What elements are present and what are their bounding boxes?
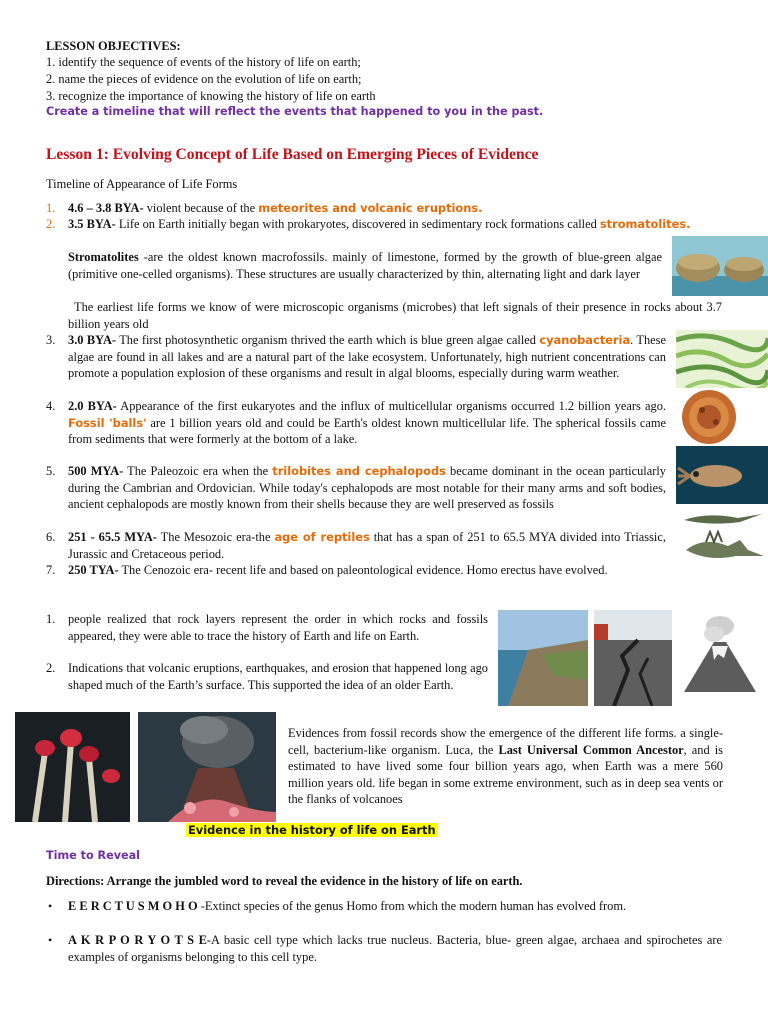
erosion-image: [498, 610, 588, 706]
timeline-text-6b: that has a span of 251 to 65.5 MYA divided into Triassic, Jurassic and Cretaceous period.: [68, 530, 666, 561]
timeline-highlight-6: age of reptiles: [274, 530, 370, 544]
timeline-highlight-5: trilobites and cephalopods: [272, 464, 446, 478]
objective-1: 1. identify the sequence of events of the history of life on earth;: [46, 55, 361, 69]
fossil-ball-graphic: [678, 388, 740, 446]
cephalopod-image: [676, 446, 768, 504]
hydrothermal-vent-image: [138, 712, 276, 822]
timeline-text-5a: The Paleozoic era when the: [123, 464, 273, 478]
timeline-date-7: 250 TYA-: [68, 563, 119, 577]
objective-2: 2. name the pieces of evidence on the evolution of life on earth;: [46, 72, 362, 86]
evidence-caption-text: Evidence in the history of life on Earth: [188, 823, 436, 837]
evidence-caption: [186, 822, 438, 839]
timeline-num-5: 5.: [46, 464, 56, 478]
timeline-num-2: 2.: [46, 217, 56, 231]
timeline-text-4b: are 1 billion years old and could be Earth's oldest known multicellular life. The spherical fossils came from sediments that were formerly at the bottom of a lake.: [68, 415, 666, 447]
timeline-date-6: 251 - 65.5 MYA-: [68, 530, 157, 544]
timeline-item-5: [68, 463, 666, 513]
reveal-item-2: [68, 932, 722, 965]
reveal-text-1: -Extinct species of the genus Homo from which the modern human has evolved from.: [197, 899, 627, 913]
volcano-graphic: [684, 612, 756, 700]
cephalopod-graphic: [676, 446, 768, 504]
objective-task: Create a timeline that will reflect the events that happened to you in the past.: [46, 105, 544, 118]
fossil-ball-image: [678, 388, 740, 446]
jumbled-word-2: A K R P O R Y O T S E: [68, 933, 207, 947]
timeline-item-3: [68, 332, 666, 382]
luca-term: Last Universal Common Ancestor: [498, 742, 684, 757]
stromatolites-image: [672, 236, 768, 296]
reveal-item-1: [68, 898, 722, 915]
timeline-text-2: Life on Earth initially began with prokaryotes, discovered in sedimentary rock formations called: [115, 217, 600, 231]
fossil-paragraph: [288, 725, 723, 808]
tube-worms-image: [15, 712, 130, 822]
timeline-date-2: 3.5 BYA-: [68, 217, 116, 231]
timeline-text-6a: The Mesozoic era-the: [156, 530, 275, 544]
reptiles-image: [678, 506, 768, 576]
cyanobacteria-image: [676, 330, 768, 388]
evidence-item-1: people realized that rock layers represent the order in which rocks and fossils appeared, they were able to trace the history of Earth and life on Earth.: [68, 612, 488, 643]
reveal-directions: Directions: Arrange the jumbled word to reveal the evidence in the history of life on earth.: [46, 874, 523, 888]
timeline-item-1: [68, 200, 728, 217]
bullet-icon: •: [48, 933, 53, 947]
timeline-date-4: 2.0 BYA-: [68, 399, 117, 413]
volcano-image: [684, 612, 756, 700]
timeline-text-7: The Cenozoic era- recent life and based on paleontological evidence. Homo erectus have evolved.: [118, 563, 608, 577]
tube-worms-graphic: [15, 712, 130, 822]
timeline-text-3a: The first photosynthetic organism thrived the earth which is blue green algae called: [116, 333, 540, 347]
timeline-highlight-2: stromatolites.: [599, 217, 691, 231]
objectives-heading: LESSON OBJECTIVES:: [46, 39, 181, 53]
jumbled-word-1: E E R C T U S M O H O: [68, 899, 198, 913]
fossil-paragraph-part1: Evidences from fossil records show the emergence of the different life forms. a single-cell, bacterium-like organism. Luca, the: [288, 726, 723, 757]
evidence-num-1: 1.: [46, 612, 56, 626]
cyanobacteria-graphic: [676, 330, 768, 388]
timeline-item-2: [68, 216, 722, 233]
reveal-heading: Time to Reveal: [46, 849, 141, 862]
earthquake-graphic: [594, 610, 672, 706]
timeline-num-1: 1.: [46, 201, 56, 215]
timeline-subtitle: Timeline of Appearance of Life Forms: [46, 177, 238, 191]
earliest-life-note: The earliest life forms we know of were microscopic organisms (microbes) that left signals of their presence in rocks about 3.7 billion years old: [68, 300, 722, 331]
timeline-text-5b: became dominant in the ocean particularly during the Cambrian and Ordovician. While today's cephalopods are most notable for their many arms and soft bodies, ancient cephalopods are mostly known from their shells because they are well preserved as fossils: [68, 464, 666, 512]
reveal-text-2: -A basic cell type which lacks true nucleus. Bacteria, blue- green algae, archaea and spirochetes are examples of organisms belonging to this cell type.: [68, 933, 722, 964]
stromatolites-paragraph: [68, 249, 662, 282]
timeline-item-7: [68, 562, 666, 579]
objective-3: 3. recognize the importance of knowing the history of life on earth: [46, 89, 376, 103]
bullet-icon: •: [48, 899, 53, 913]
timeline-date-3: 3.0 BYA-: [68, 333, 117, 347]
stromatolites-text: -are the oldest known macrofossils. mainly of limestone, formed by the growth of blue-green algae (primitive one-celled organisms). These structures are usually characterized by thin, alternating light and dark layer: [68, 250, 662, 281]
timeline-highlight-4: Fossil 'balls': [68, 415, 147, 430]
timeline-text-4a: Appearance of the first eukaryotes and the influx of multicellular organisms occurred 1.2 billion years ago.: [116, 399, 666, 413]
timeline-num-7: 7.: [46, 563, 56, 577]
evidence-item-2: Indications that volcanic eruptions, earthquakes, and erosion that happened long ago shaped much of the Earth’s surface. This supported the idea of an older Earth.: [68, 661, 488, 692]
earthquake-image: [594, 610, 672, 706]
timeline-num-6: 6.: [46, 530, 56, 544]
timeline-date-1: 4.6 – 3.8 BYA-: [68, 201, 144, 215]
timeline-item-4: [68, 398, 666, 448]
timeline-item-6: [68, 529, 666, 562]
timeline-num-4: 4.: [46, 399, 56, 413]
timeline-highlight-3: cyanobacteria: [539, 333, 631, 347]
timeline-text-1: violent because of the: [143, 201, 259, 215]
erosion-graphic: [498, 610, 588, 706]
evidence-num-2: 2.: [46, 661, 56, 675]
timeline-date-5: 500 MYA-: [68, 464, 124, 478]
fossil-paragraph-part2: , and is estimated to have lived some four billion years ago, when Earth was a mere 560 million years old. life began in some extreme environment, such as in deep sea vents or the flanks of volcanoes: [288, 742, 723, 807]
reptiles-graphic: [678, 506, 768, 576]
timeline-num-3: 3.: [46, 333, 56, 347]
stromatolites-graphic: [672, 236, 768, 296]
timeline-text-3b: . These algae are found in all lakes and are a natural part of the lake ecosystem. Unfortunately, high nutrient concentrations can promote a population explosion of these organisms and result in algal blooms, especially during warm weather.: [68, 333, 666, 381]
stromatolites-term: Stromatolites: [68, 250, 139, 264]
lesson-title: Lesson 1: Evolving Concept of Life Based on Emerging Pieces of Evidence: [46, 146, 539, 163]
timeline-highlight-1: meteorites and volcanic eruptions.: [258, 201, 483, 215]
hydrothermal-vent-graphic: [138, 712, 276, 822]
